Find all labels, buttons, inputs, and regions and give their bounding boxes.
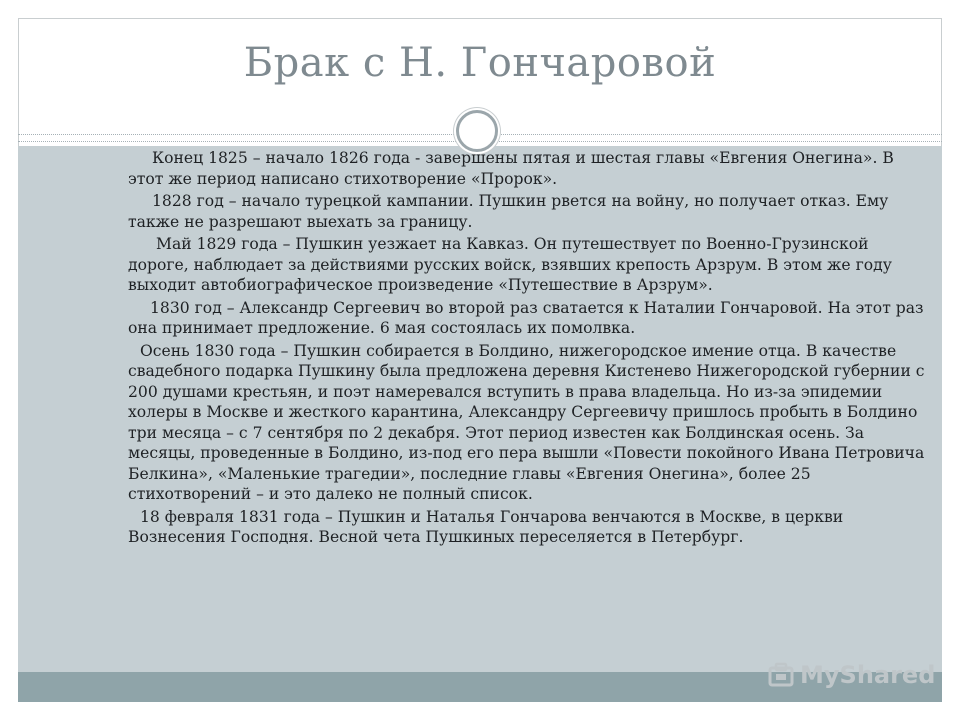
paragraph-3: Май 1829 года – Пушкин уезжает на Кавказ. Он путешествует по Военно-Грузинской дороге, наблюдает за действиями русских войск, взявших крепость Арзрум. В этом же году выходит автобиографическое произведение «Путешествие в Арзрум». bbox=[128, 235, 892, 294]
paragraph-1: Конец 1825 – начало 1826 года - завершены пятая и шестая главы «Евгения Онегина». В этот же период написано стихотворение «Пророк». bbox=[128, 149, 894, 188]
myshared-logo-icon bbox=[768, 662, 794, 688]
watermark-text: MyShared bbox=[800, 661, 936, 689]
paragraph-5: Осень 1830 года – Пушкин собирается в Болдино, нижегородское имение отца. В качестве свадебного подарка Пушкину была предложена деревня Кистенево Нижегородской губернии с 200 душами крестьян, и поэт намеревался вступить в права владельца. Но из-за эпидемии холеры в Москве и жесткого карантина, Александру Сергеевичу пришлось пробыть в Болдино три месяца – с 7 сентября по 2 декабря. Этот период известен как Болдинская осень. За месяцы, проведенные в Болдино, из-под его пера вышли «Повести покойного Ивана Петровича Белкина», «Маленькие трагедии», последние главы «Евгения Онегина», более 25 стихотворений – и это далеко не полный список. bbox=[128, 341, 925, 503]
paragraph-6: 18 февраля 1831 года – Пушкин и Наталья Гончарова венчаются в Москве, в церкви Вознесения Господня. Весной чета Пушкиных переселяется в Петербург. bbox=[128, 507, 844, 546]
slide-body bbox=[128, 148, 928, 550]
myshared-watermark bbox=[768, 658, 935, 692]
paragraph-2: 1828 год – начало турецкой кампании. Пушкин рвется на войну, но получает отказ. Ему также не разрешают выехать за границу. bbox=[128, 192, 889, 231]
decorative-circle-icon bbox=[456, 110, 498, 152]
paragraph-4: 1830 год – Александр Сергеевич во второй раз сватается к Наталии Гончаровой. На этот раз она принимает предложение. 6 мая состоялась их помолвка. bbox=[128, 298, 924, 337]
slide-title: Брак с Н. Гончаровой bbox=[243, 40, 717, 86]
